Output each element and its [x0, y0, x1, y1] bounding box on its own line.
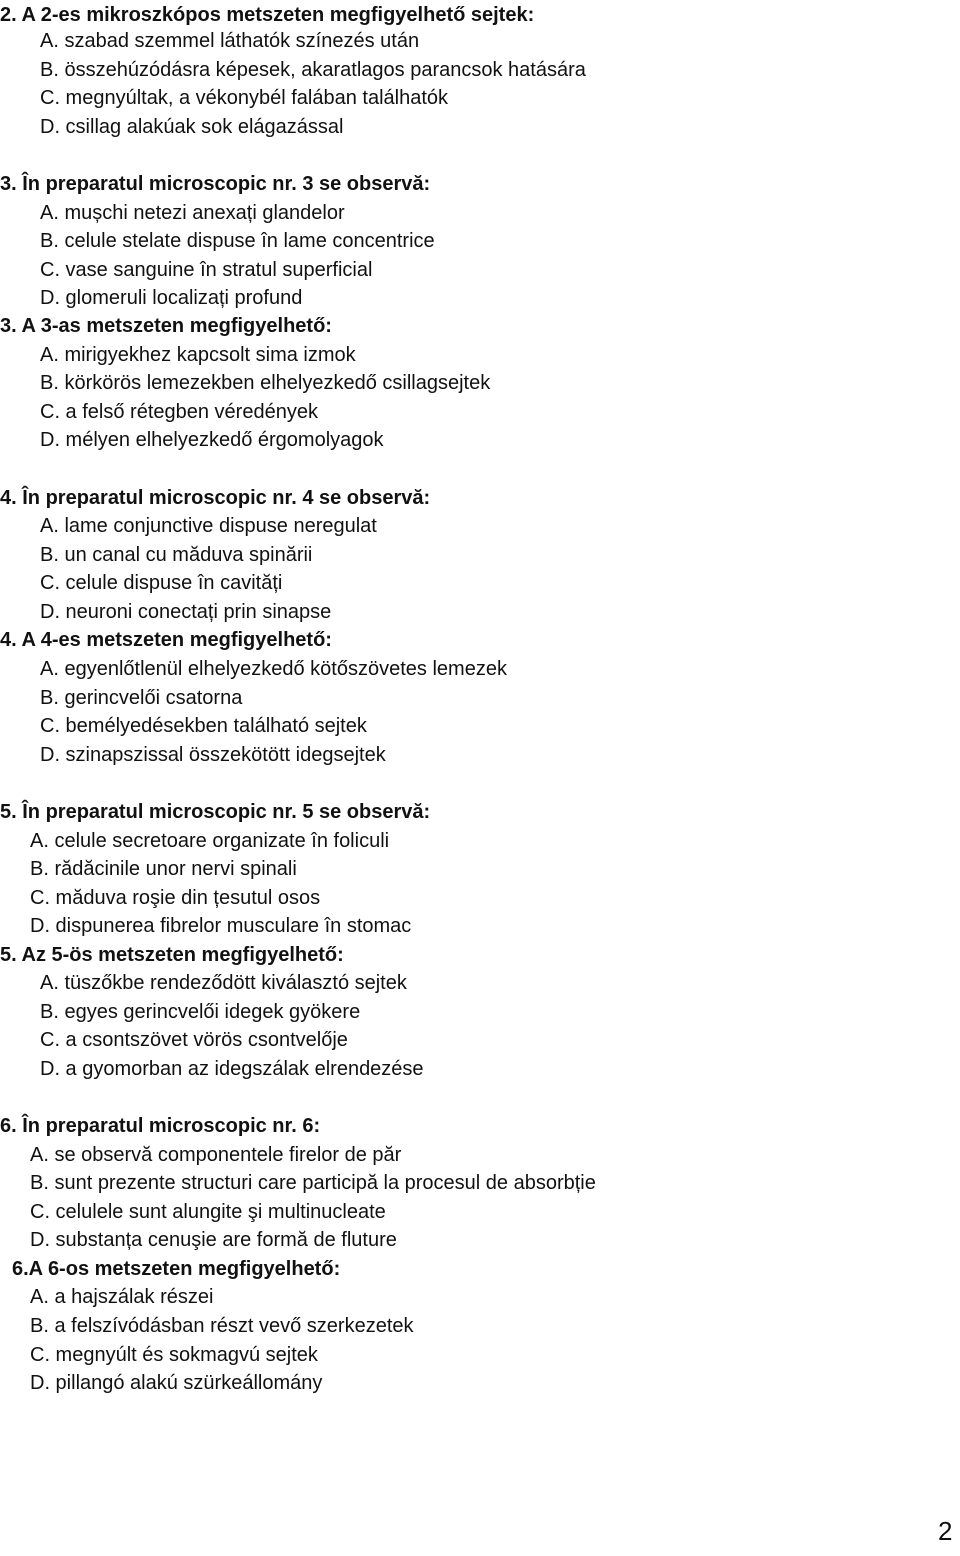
answer-option: B. sunt prezente structuri care participă la procesul de absorbție — [30, 1172, 596, 1194]
answer-option: A. mirigyekhez kapcsolt sima izmok — [40, 344, 356, 366]
answer-option: D. csillag alakúak sok elágazással — [40, 116, 344, 138]
answer-option: C. megnyúltak, a vékonybél falában találhatók — [40, 87, 449, 109]
answer-option: D. substanța cenuşie are formă de fluture — [30, 1229, 397, 1251]
answer-option: D. dispunerea fibrelor musculare în stomac — [30, 915, 412, 937]
answer-option: C. măduva roşie din țesutul osos — [30, 887, 321, 909]
answer-option: D. mélyen elhelyezkedő érgomolyagok — [40, 429, 384, 451]
answer-option: B. összehúzódásra képesek, akaratlagos parancsok hatására — [40, 59, 586, 81]
answer-option: A. lame conjunctive dispuse neregulat — [40, 515, 377, 537]
answer-option: C. a csontszövet vörös csontvelője — [40, 1029, 348, 1051]
answer-option: A. a hajszálak részei — [30, 1286, 214, 1308]
answer-option: A. egyenlőtlenül elhelyezkedő kötőszövetes lemezek — [40, 658, 507, 680]
answer-option: C. megnyúlt és sokmagvú sejtek — [30, 1344, 318, 1366]
answer-option: D. neuroni conectați prin sinapse — [40, 601, 332, 623]
answer-option: A. mușchi netezi anexați glandelor — [40, 202, 345, 224]
answer-option: C. celule dispuse în cavități — [40, 572, 283, 594]
answer-option: A. tüszőkbe rendeződött kiválasztó sejtek — [40, 972, 407, 994]
answer-option: D. szinapszissal összekötött idegsejtek — [40, 744, 386, 766]
answer-option: C. a felső rétegben véredények — [40, 401, 318, 423]
answer-option: B. egyes gerincvelői idegek gyökere — [40, 1001, 361, 1023]
answer-option: C. vase sanguine în stratul superficial — [40, 259, 373, 281]
answer-option: B. gerincvelői csatorna — [40, 687, 243, 709]
answer-option: C. bemélyedésekben található sejtek — [40, 715, 367, 737]
question-heading: 5. Az 5-ös metszeten megfigyelhető: — [0, 944, 344, 966]
answer-option: B. rădăcinile unor nervi spinali — [30, 858, 297, 880]
question-heading: 4. În preparatul microscopic nr. 4 se observă: — [0, 487, 431, 509]
question-heading: 2. A 2-es mikroszkópos metszeten megfigyelhető sejtek: — [0, 4, 535, 26]
question-heading: 3. În preparatul microscopic nr. 3 se observă: — [0, 173, 431, 195]
question-heading: 4. A 4-es metszeten megfigyelhető: — [0, 629, 332, 651]
answer-option: A. se observă componentele firelor de păr — [30, 1144, 402, 1166]
question-heading: 5. În preparatul microscopic nr. 5 se observă: — [0, 801, 431, 823]
answer-option: D. pillangó alakú szürkeállomány — [30, 1372, 323, 1394]
answer-option: B. a felszívódásban részt vevő szerkezetek — [30, 1315, 414, 1337]
answer-option: B. un canal cu măduva spinării — [40, 544, 313, 566]
page-number: 2 — [938, 1516, 953, 1546]
question-heading: 3. A 3-as metszeten megfigyelhető: — [0, 315, 332, 337]
question-heading: 6.A 6-os metszeten megfigyelhető: — [12, 1258, 341, 1280]
answer-option: A. celule secretoare organizate în foliculi — [30, 830, 390, 852]
answer-option: B. celule stelate dispuse în lame concentrice — [40, 230, 435, 252]
answer-option: C. celulele sunt alungite şi multinucleate — [30, 1201, 386, 1223]
answer-option: D. glomeruli localizați profund — [40, 287, 303, 309]
answer-option: D. a gyomorban az idegszálak elrendezése — [40, 1058, 424, 1080]
answer-option: A. szabad szemmel láthatók színezés után — [40, 30, 420, 52]
question-heading: 6. În preparatul microscopic nr. 6: — [0, 1115, 321, 1137]
answer-option: B. körkörös lemezekben elhelyezkedő csillagsejtek — [40, 372, 491, 394]
